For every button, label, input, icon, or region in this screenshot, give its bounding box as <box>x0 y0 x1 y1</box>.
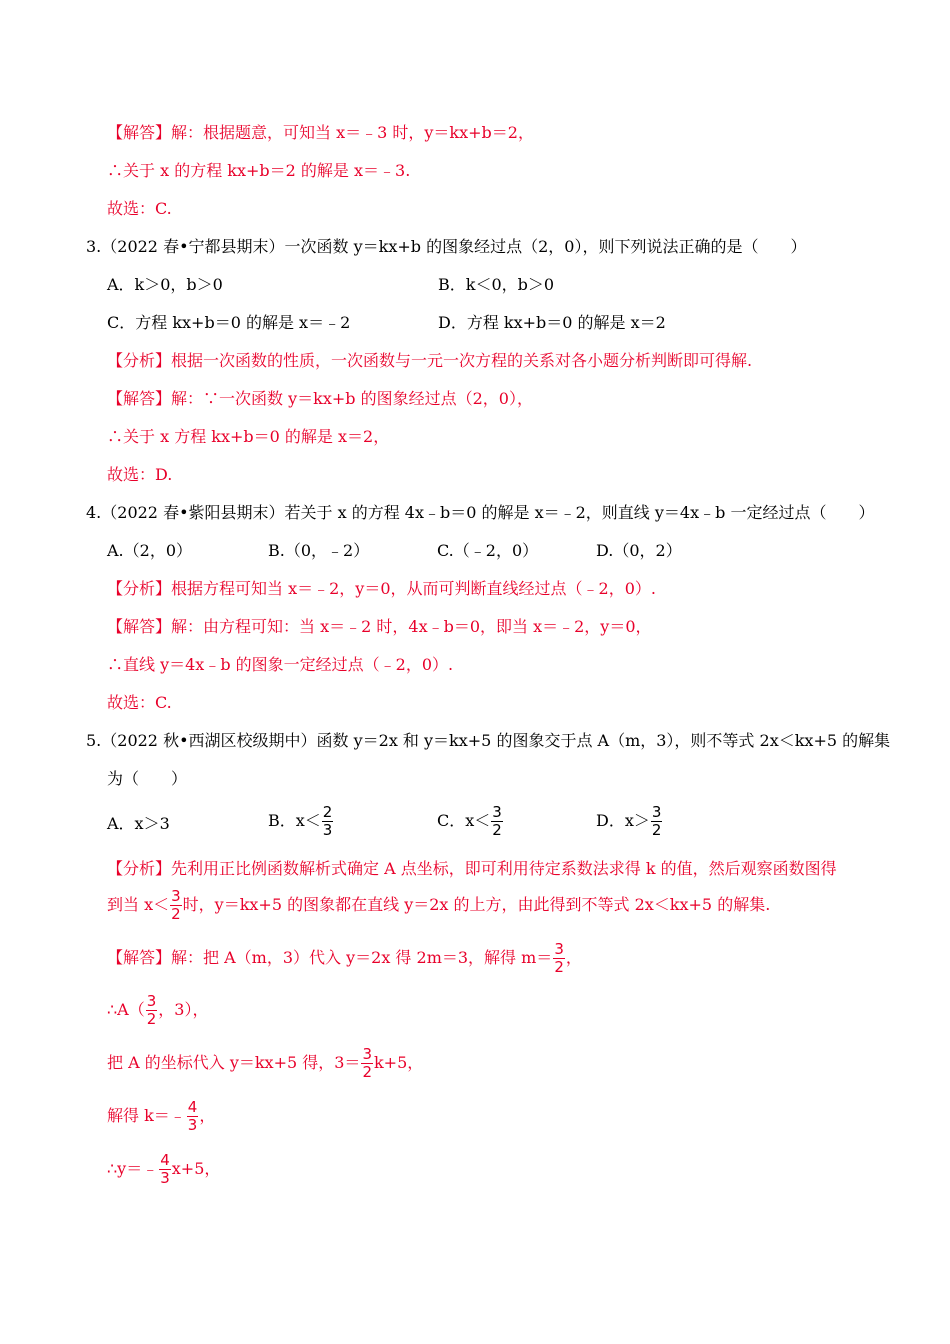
q4-option-b: B.（0，﹣2） <box>268 541 370 560</box>
fraction <box>159 1152 171 1187</box>
numerator: 4 <box>160 1151 170 1169</box>
q3-choice: 故选：D. <box>107 465 173 484</box>
numerator: 3 <box>554 940 564 958</box>
answer-text: 解：由方程可知：当 x＝﹣2 时，4x﹣b＝0，即当 x＝﹣2，y＝0， <box>171 617 652 636</box>
answer-tag: 【解答】 <box>107 389 172 408</box>
answer-text: ∴y＝﹣ <box>107 1159 159 1178</box>
comma: ， <box>199 1106 216 1125</box>
numerator: 3 <box>171 887 181 905</box>
answer-text: 解得 k＝﹣ <box>107 1106 186 1125</box>
q2-answer-line-2: ∴关于 x 的方程 kx+b＝2 的解是 x＝﹣3. <box>107 161 411 180</box>
q5-analysis-line-1 <box>107 858 837 880</box>
denominator: 2 <box>171 905 181 923</box>
q4-answer-line-2: ∴直线 y＝4x﹣b 的图象一定经过点（﹣2，0）. <box>107 655 454 674</box>
option-prefix: B．x＜ <box>268 811 321 830</box>
q5-option-c <box>437 804 504 839</box>
fraction <box>322 804 334 839</box>
q4-stem: 4.（2022 春•紫阳县期末）若关于 x 的方程 4x﹣b＝0 的解是 x＝﹣2，则直线 y＝4x﹣b 一定经过点（ ） <box>86 503 875 522</box>
option-prefix: C．x＜ <box>437 811 491 830</box>
q2-answer-line-1 <box>107 122 534 144</box>
denominator: 2 <box>554 958 564 976</box>
denominator: 2 <box>362 1063 372 1081</box>
numerator: 2 <box>322 803 333 821</box>
answer-tag: 【解答】 <box>107 123 172 142</box>
fraction <box>651 804 663 839</box>
option-prefix: D．x＞ <box>596 811 650 830</box>
answer-text: 解：把 A（m，3）代入 y＝2x 得 2m＝3，解得 m＝ <box>171 948 553 967</box>
q3-answer-line-2: ∴关于 x 方程 kx+b＝0 的解是 x＝2， <box>107 427 390 446</box>
denominator: 3 <box>187 1116 198 1134</box>
q5-option-d <box>596 804 663 839</box>
analysis-text: 根据一次函数的性质，一次函数与一元一次方程的关系对各小题分析判断即可得解. <box>171 351 753 370</box>
q3-option-b: B．k＜0，b＞0 <box>438 275 555 294</box>
answer-tag: 【解答】 <box>107 617 172 636</box>
answer-text: ∴A（ <box>107 1000 145 1019</box>
q4-answer-line-1 <box>107 616 652 638</box>
q5-option-a: A．x＞3 <box>107 814 170 833</box>
q3-answer-line-1 <box>107 388 533 410</box>
fraction <box>187 1099 199 1134</box>
denominator: 2 <box>146 1010 157 1028</box>
q3-option-d: D．方程 kx+b＝0 的解是 x＝2 <box>438 313 666 332</box>
answer-tag: 【解答】 <box>107 948 172 967</box>
numerator: 3 <box>362 1045 372 1063</box>
analysis-tag: 【分析】 <box>107 859 172 878</box>
q2-choice: 故选：C. <box>107 199 172 218</box>
q5-answer-line-1 <box>107 941 582 976</box>
q5-answer-line-4 <box>107 1099 215 1134</box>
analysis-text: 到当 x＜ <box>107 895 170 914</box>
q5-stem-line-2: 为（ ） <box>107 769 188 788</box>
q5-stem-line-1: 5.（2022 秋•西湖区校级期中）函数 y＝2x 和 y＝kx+5 的图象交于点 A（m，3），则不等式 2x＜kx+5 的解集 <box>86 731 891 750</box>
q5-answer-line-3 <box>107 1046 423 1081</box>
fraction <box>553 941 565 976</box>
analysis-tag: 【分析】 <box>107 579 172 598</box>
analysis-text: 时，y＝kx+5 的图象都在直线 y＝2x 的上方，由此得到不等式 2x＜kx+5 的解集. <box>182 895 771 914</box>
numerator: 3 <box>492 803 502 821</box>
q4-analysis <box>107 578 656 600</box>
q5-analysis-line-2 <box>107 888 770 923</box>
q5-answer-line-5 <box>107 1152 220 1187</box>
q3-option-a: A．k＞0，b＞0 <box>107 275 223 294</box>
denominator: 3 <box>160 1169 170 1187</box>
analysis-text: 先利用正比例函数解析式确定 A 点坐标，即可利用待定系数法求得 k 的值，然后观察函数图得 <box>171 859 837 878</box>
fraction <box>170 888 182 923</box>
denominator: 2 <box>651 821 662 839</box>
q5-option-b <box>268 804 334 839</box>
answer-text: 解：∵一次函数 y＝kx+b 的图象经过点（2，0）， <box>171 389 533 408</box>
q3-analysis <box>107 350 752 372</box>
q4-option-d: D.（0，2） <box>596 541 682 560</box>
analysis-tag: 【分析】 <box>107 351 172 370</box>
q4-option-a: A.（2，0） <box>107 541 193 560</box>
numerator: 3 <box>146 992 157 1010</box>
analysis-text: 根据方程可知当 x＝﹣2，y＝0，从而可判断直线经过点（﹣2，0）. <box>171 579 656 598</box>
q4-choice: 故选：C. <box>107 693 172 712</box>
q3-option-c: C．方程 kx+b＝0 的解是 x＝﹣2 <box>107 313 351 332</box>
q4-option-c: C.（﹣2，0） <box>437 541 539 560</box>
fraction <box>491 804 503 839</box>
fraction <box>146 993 158 1028</box>
q3-stem: 3.（2022 春•宁都县期末）一次函数 y＝kx+b 的图象经过点（2，0），则下列说法正确的是（ ） <box>86 237 807 256</box>
q5-answer-line-2 <box>107 993 208 1028</box>
denominator: 2 <box>492 821 502 839</box>
answer-text: ，3）， <box>158 1000 209 1019</box>
answer-text: 把 A 的坐标代入 y＝kx+5 得，3＝ <box>107 1053 361 1072</box>
answer-text: x+5， <box>171 1159 221 1178</box>
fraction <box>361 1046 373 1081</box>
denominator: 3 <box>322 821 333 839</box>
numerator: 3 <box>651 803 662 821</box>
answer-text: k+5， <box>373 1053 424 1072</box>
numerator: 4 <box>187 1098 198 1116</box>
answer-text: 解：根据题意，可知当 x＝﹣3 时，y＝kx+b＝2， <box>171 123 534 142</box>
comma: ， <box>565 948 582 967</box>
